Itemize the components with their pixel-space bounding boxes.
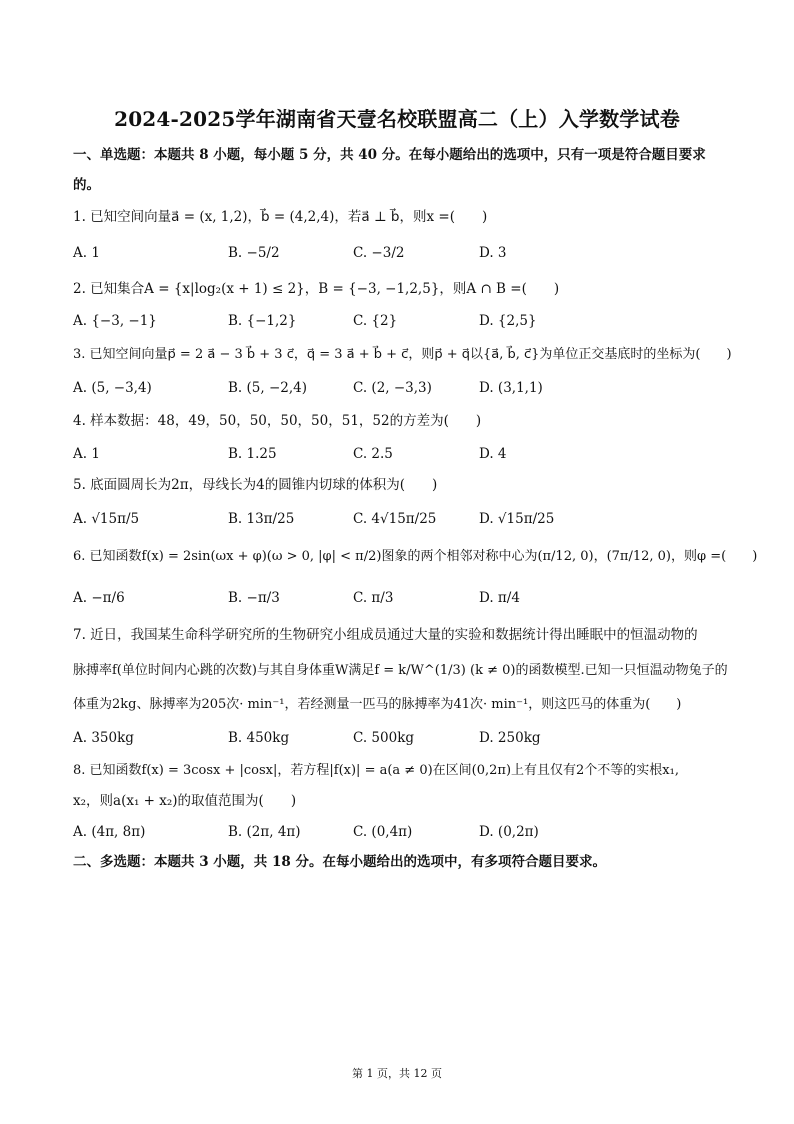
- section-2-heading: 二、多选题：本题共 3 小题，共 18 分。在每小题给出的选项中，有多项符合题目要求。: [73, 854, 606, 870]
- question-6: 6. 已知函数f(x) = 2sin(ωx + φ)(ω > 0, |φ| < π/2)图象的两个相邻对称中心为(π/12, 0)，(7π/12, 0)，则φ =( ): [73, 549, 758, 564]
- question-8-line-2: x₂，则a(x₁ + x₂)的取值范围为( ): [73, 793, 297, 809]
- page-footer: 第 1 页，共 12 页: [352, 1067, 442, 1080]
- question-4-options: [73, 446, 733, 470]
- option-d: D. (0,2π): [479, 824, 539, 840]
- question-8-options: [73, 824, 733, 848]
- question-2: 2. 已知集合A = {x|log₂(x + 1) ≤ 2}，B = {−3, −1,2,5}，则A ∩ B =( ): [73, 281, 560, 297]
- section-1-heading-line-1: 一、单选题：本题共 8 小题，每小题 5 分，共 40 分。在每小题给出的选项中，只有一项是符合题目要求: [73, 147, 706, 163]
- option-d: D. √15π/25: [479, 511, 555, 527]
- option-b: B. (2π, 4π): [228, 824, 301, 840]
- option-b: B. (5, −2,4): [228, 380, 307, 396]
- option-d: D. 4: [479, 446, 507, 462]
- option-b: B. 1.25: [228, 446, 277, 462]
- section-1-heading-line-2: 的。: [73, 177, 100, 193]
- option-a: A. 1: [73, 446, 100, 462]
- option-c: C. (0,4π): [353, 824, 413, 840]
- option-a: A. √15π/5: [73, 511, 140, 527]
- option-c: C. (2, −3,3): [353, 380, 432, 396]
- option-a: A. {−3, −1}: [73, 313, 157, 329]
- question-7-options: [73, 730, 733, 754]
- option-a: A. 350kg: [73, 730, 134, 746]
- option-a: A. 1: [73, 245, 100, 261]
- option-c: C. 2.5: [353, 446, 393, 462]
- option-d: D. 3: [479, 245, 507, 261]
- question-4: 4. 样本数据：48，49，50，50，50，50，51，52的方差为( ): [73, 413, 482, 429]
- question-3-options: [73, 380, 733, 404]
- option-c: C. 500kg: [353, 730, 415, 746]
- question-1-options: [73, 245, 733, 269]
- question-7-line-2: 脉搏率f(单位时间内心跳的次数)与其自身体重W满足f = k/W^(1/3) (k ≠ 0)的函数模型.已知一只恒温动物兔子的: [73, 663, 728, 678]
- option-b: B. −5/2: [228, 245, 280, 261]
- question-5: 5. 底面圆周长为2π，母线长为4的圆锥内切球的体积为( ): [73, 477, 438, 493]
- option-d: D. (3,1,1): [479, 380, 543, 396]
- option-b: B. 13π/25: [228, 511, 295, 527]
- option-d: D. π/4: [479, 590, 520, 606]
- option-c: C. {2}: [353, 313, 398, 329]
- question-3: 3. 已知空间向量p⃗ = 2 a⃗ − 3 b⃗ + 3 c⃗，q⃗ = 3 a⃗ + b⃗ + c⃗，则p⃗ + q⃗以{a⃗, b⃗, c⃗}为单位正交基底时的坐标为( ): [73, 347, 732, 362]
- question-2-options: [73, 313, 733, 337]
- option-c: C. π/3: [353, 590, 394, 606]
- option-c: C. 4√15π/25: [353, 511, 437, 527]
- option-c: C. −3/2: [353, 245, 405, 261]
- option-d: D. {2,5}: [479, 313, 537, 329]
- option-a: A. (5, −3,4): [73, 380, 152, 396]
- page-title: 2024-2025学年湖南省天壹名校联盟高二（上）入学数学试卷: [114, 107, 680, 131]
- option-a: A. (4π, 8π): [73, 824, 146, 840]
- option-b: B. −π/3: [228, 590, 280, 606]
- question-5-options: [73, 511, 733, 535]
- question-7-line-1: 7. 近日，我国某生命科学研究所的生物研究小组成员通过大量的实验和数据统计得出睡眠中的恒温动物的: [73, 627, 698, 643]
- option-b: B. {−1,2}: [228, 313, 297, 329]
- option-a: A. −π/6: [73, 590, 125, 606]
- question-8-line-1: 8. 已知函数f(x) = 3cosx + |cosx|，若方程|f(x)| = a(a ≠ 0)在区间(0,2π)上有且仅有2个不等的实根x₁,: [73, 763, 679, 778]
- question-7-line-3: 体重为2kg、脉搏率为205次· min⁻¹，若经测量一匹马的脉搏率为41次· min⁻¹，则这匹马的体重为( ): [73, 697, 682, 712]
- option-b: B. 450kg: [228, 730, 290, 746]
- question-1: 1. 已知空间向量a⃗ = (x, 1,2)，b⃗ = (4,2,4)，若a⃗ ⊥ b⃗，则x =( ): [73, 209, 488, 225]
- option-d: D. 250kg: [479, 730, 541, 746]
- question-6-options: [73, 590, 733, 614]
